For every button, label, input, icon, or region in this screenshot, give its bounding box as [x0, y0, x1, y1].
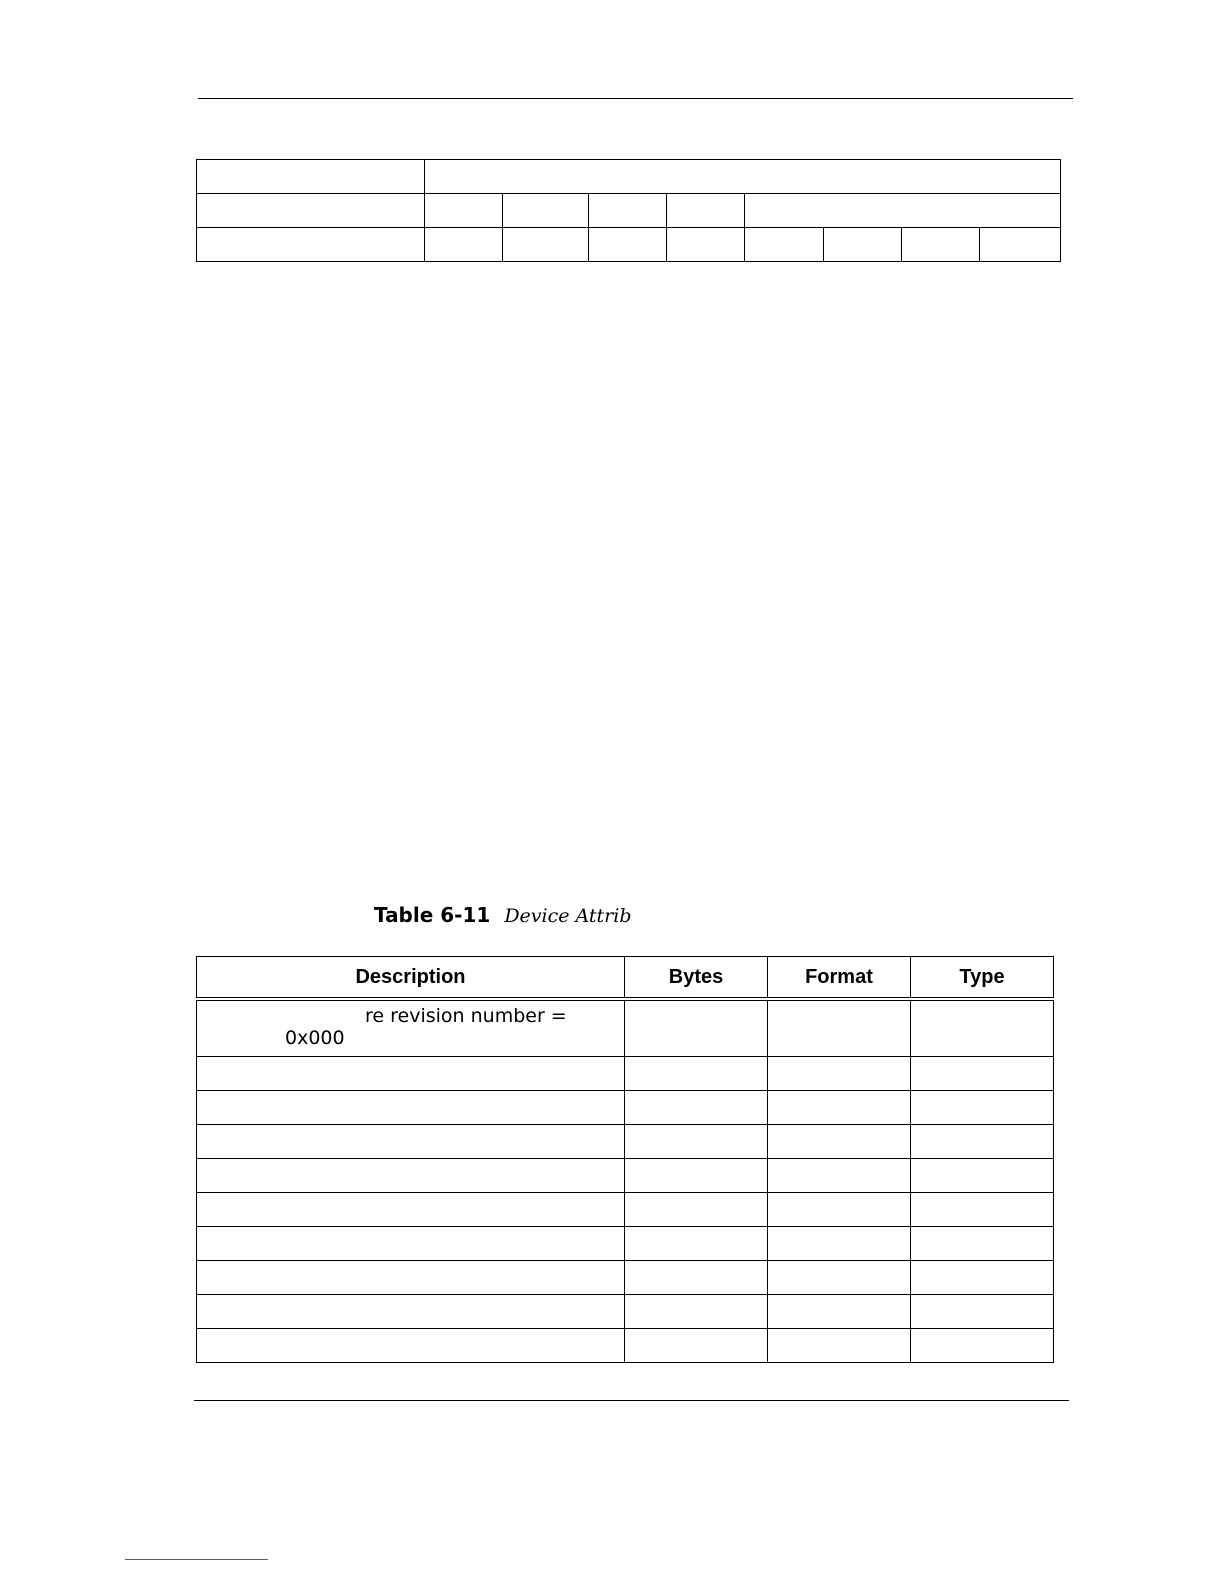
- header-rule: [198, 98, 1073, 99]
- format-cell: [768, 1159, 911, 1193]
- bytes-cell: [625, 999, 768, 1057]
- type-cell: [911, 1091, 1054, 1125]
- device-attribute-table: [196, 956, 1054, 1363]
- format-cell: [768, 1329, 911, 1363]
- register-label-cell: [197, 160, 425, 194]
- table-row: [197, 1295, 1054, 1329]
- format-cell: [768, 1057, 911, 1091]
- header-description: Description: [197, 957, 625, 1000]
- register-bit-cell: [503, 228, 589, 262]
- header-bytes: Bytes: [625, 957, 768, 1000]
- type-cell: [911, 1057, 1054, 1091]
- bytes-cell: [625, 1193, 768, 1227]
- table-row: [197, 1193, 1054, 1227]
- register-label-cell: [197, 228, 425, 262]
- format-cell: [768, 1193, 911, 1227]
- type-cell: [911, 1159, 1054, 1193]
- register-header-row: [197, 160, 1061, 194]
- table-caption: [374, 903, 632, 927]
- format-cell: [768, 1295, 911, 1329]
- type-cell: [911, 1227, 1054, 1261]
- description-cell: [197, 1057, 625, 1091]
- register-bit-cell: [667, 228, 745, 262]
- register-bit-row: [197, 228, 1061, 262]
- description-line-1: re revision number =: [365, 1005, 567, 1027]
- table-row: [197, 1091, 1054, 1125]
- table-header-row: [197, 957, 1054, 1000]
- format-cell: [768, 1261, 911, 1295]
- register-field-row: [197, 194, 1061, 228]
- register-field-cell: [589, 194, 667, 228]
- footer-rule: [194, 1400, 1069, 1401]
- register-field-cell: [745, 194, 1061, 228]
- format-cell: [768, 1227, 911, 1261]
- type-cell: [911, 1295, 1054, 1329]
- register-field-cell: [503, 194, 589, 228]
- bytes-cell: [625, 1091, 768, 1125]
- table-row: [197, 1159, 1054, 1193]
- register-bit-cell: [425, 228, 503, 262]
- bytes-cell: [625, 1261, 768, 1295]
- bytes-cell: [625, 1057, 768, 1091]
- table-number: Table 6-11: [374, 903, 491, 927]
- footer-link-underline[interactable]: [125, 1559, 268, 1560]
- register-bit-cell: [589, 228, 667, 262]
- register-label-cell: [197, 194, 425, 228]
- register-bit-cell: [745, 228, 824, 262]
- type-cell: [911, 999, 1054, 1057]
- table-row: [197, 1261, 1054, 1295]
- bytes-cell: [625, 1159, 768, 1193]
- type-cell: [911, 1261, 1054, 1295]
- format-cell: [768, 999, 911, 1057]
- description-cell: [197, 1295, 625, 1329]
- type-cell: [911, 1193, 1054, 1227]
- register-bit-cell: [902, 228, 980, 262]
- register-field-cell: [667, 194, 745, 228]
- register-bit-table: [196, 159, 1061, 262]
- description-line-2: 0x000: [285, 1027, 345, 1049]
- table-row: [197, 999, 1054, 1057]
- description-cell: [197, 1261, 625, 1295]
- format-cell: [768, 1125, 911, 1159]
- table-row: [197, 1227, 1054, 1261]
- header-format: Format: [768, 957, 911, 1000]
- description-cell: [197, 1329, 625, 1363]
- bytes-cell: [625, 1227, 768, 1261]
- header-type: Type: [911, 957, 1054, 1000]
- bytes-cell: [625, 1295, 768, 1329]
- description-cell: [197, 999, 625, 1057]
- table-row: [197, 1057, 1054, 1091]
- description-cell: [197, 1159, 625, 1193]
- table-row: [197, 1329, 1054, 1363]
- type-cell: [911, 1125, 1054, 1159]
- register-bit-cell: [980, 228, 1061, 262]
- description-cell: [197, 1091, 625, 1125]
- description-cell: [197, 1193, 625, 1227]
- register-field-cell: [425, 194, 503, 228]
- type-cell: [911, 1329, 1054, 1363]
- table-title: Device Attrib: [504, 905, 632, 927]
- register-span-cell: [425, 160, 1061, 194]
- description-cell: [197, 1125, 625, 1159]
- register-bit-cell: [824, 228, 902, 262]
- bytes-cell: [625, 1329, 768, 1363]
- format-cell: [768, 1091, 911, 1125]
- description-cell: [197, 1227, 625, 1261]
- table-row: [197, 1125, 1054, 1159]
- bytes-cell: [625, 1125, 768, 1159]
